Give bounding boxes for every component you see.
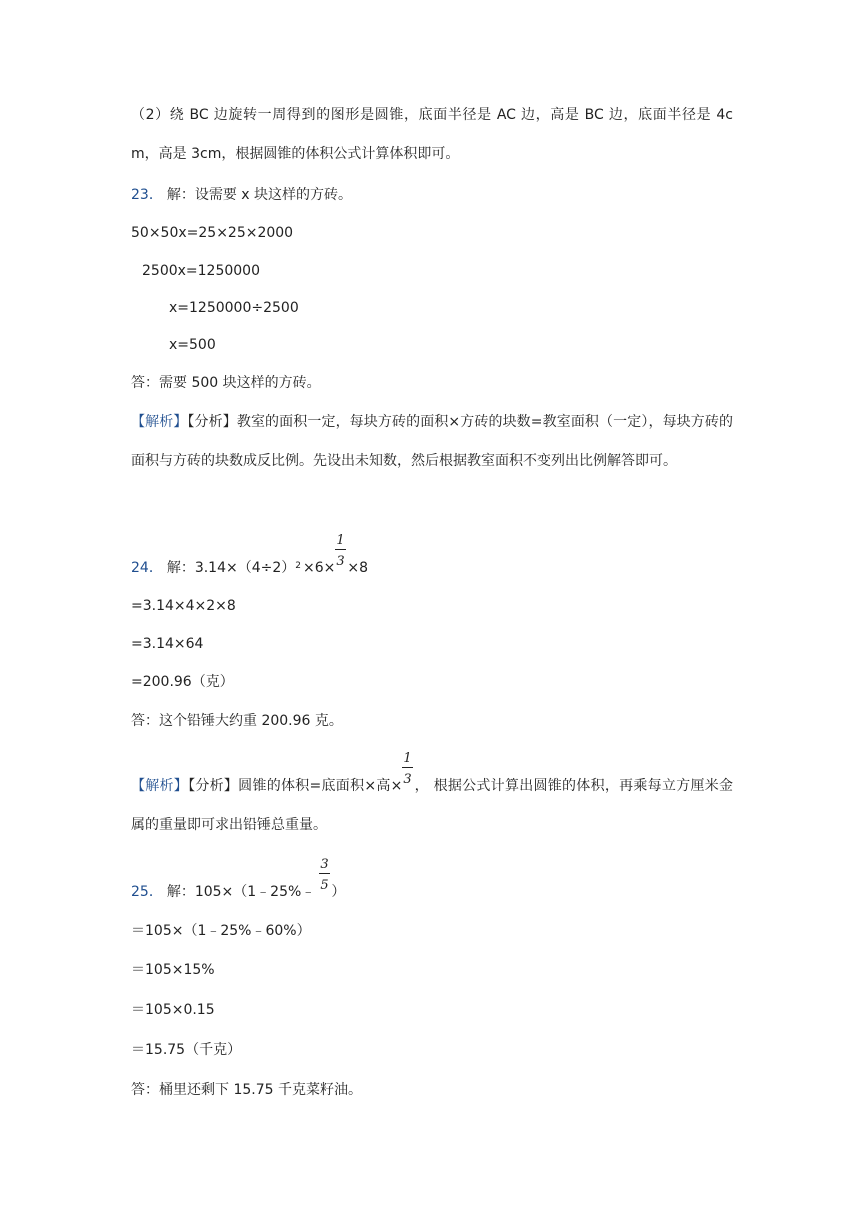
q23-analysis-text: 【分析】教室的面积一定，每块方砖的面积×方砖的块数=教室面积（一定），每块方砖的面积与方砖的块数成反比例。先设出未知数，然后根据教室面积不变列出比例解答即可。 (131, 414, 733, 469)
q25-fraction (319, 857, 331, 902)
q25-answer: 答：桶里还剩下 15.75 千克菜籽油。 (131, 1082, 362, 1098)
q24-expr-b: ×6× (303, 560, 336, 576)
q24-frac-num: 1 (336, 533, 345, 548)
q24-analysis-tag: 【解析】 (131, 778, 189, 794)
q25-expression (131, 857, 346, 902)
q23-analysis-tag: 【解析】 (131, 414, 188, 430)
q24-step-3: =200.96（克） (131, 674, 234, 690)
q25-frac-num: 3 (320, 857, 329, 872)
q23-lead: 解：设需要 x 块这样的方砖。 (166, 187, 353, 203)
q24-frac-den: 3 (336, 554, 345, 569)
q23-step-3: x=1250000÷2500 (169, 300, 299, 316)
q24-expr-a: 解：3.14×（4÷2） (166, 560, 296, 576)
q24-analysis-frac-den: 3 (403, 772, 412, 787)
q23-number: 23． (131, 187, 163, 203)
q23-step-2: 2500x=1250000 (142, 263, 260, 279)
q24-analysis-frac-num: 1 (403, 751, 412, 766)
q24-step-1: =3.14×4×2×8 (131, 598, 236, 614)
q25-expr-a: 解：105×（1﹣25%﹣ (166, 884, 316, 900)
q24-number: 24． (131, 560, 163, 576)
q24-analysis-fraction (402, 751, 414, 796)
q23-step-4: x=500 (169, 337, 216, 353)
q24-frac-bar (335, 549, 346, 550)
q25-frac-den: 5 (320, 878, 329, 893)
q24-exponent: 2 (295, 561, 302, 571)
q25-expr-b: ） (331, 884, 346, 900)
q24-analysis-frac-bar (402, 767, 413, 768)
q24-expression (131, 533, 369, 578)
q24-analysis (131, 751, 734, 845)
q25-step-2: ＝105×15% (131, 962, 215, 978)
q24-analysis-a: 【分析】圆锥的体积=底面积×高× (188, 778, 403, 794)
q23-heading (131, 185, 352, 205)
q24-step-2: =3.14×64 (131, 636, 204, 652)
q24-answer: 答：这个铅锤大约重 200.96 克。 (131, 713, 343, 729)
intro-paragraph: （2）绕 BC 边旋转一周得到的图形是圆锥，底面半径是 AC 边，高是 BC 边，底面半径是 4cm，高是 3cm，根据圆锥的体积公式计算体积即可。 (131, 107, 733, 162)
q24-fraction (335, 533, 347, 578)
q25-frac-bar (319, 873, 330, 874)
q23-step-1: 50×50x=25×25×2000 (131, 225, 294, 241)
q25-number: 25． (131, 884, 163, 900)
q23-answer: 答：需要 500 块这样的方砖。 (131, 375, 321, 391)
q25-step-3: ＝105×0.15 (131, 1002, 215, 1018)
q24-analysis-b: ， 根据公式计算出圆锥的体积，再乘每立方厘米金属的重量即可求出铅锤总重量。 (131, 778, 734, 833)
q24-expr-c: ×8 (347, 560, 369, 576)
q25-step-4: ＝15.75（千克） (131, 1042, 242, 1058)
q25-step-1: ＝105×（1﹣25%﹣60%） (131, 923, 311, 939)
q23-analysis (131, 403, 733, 481)
